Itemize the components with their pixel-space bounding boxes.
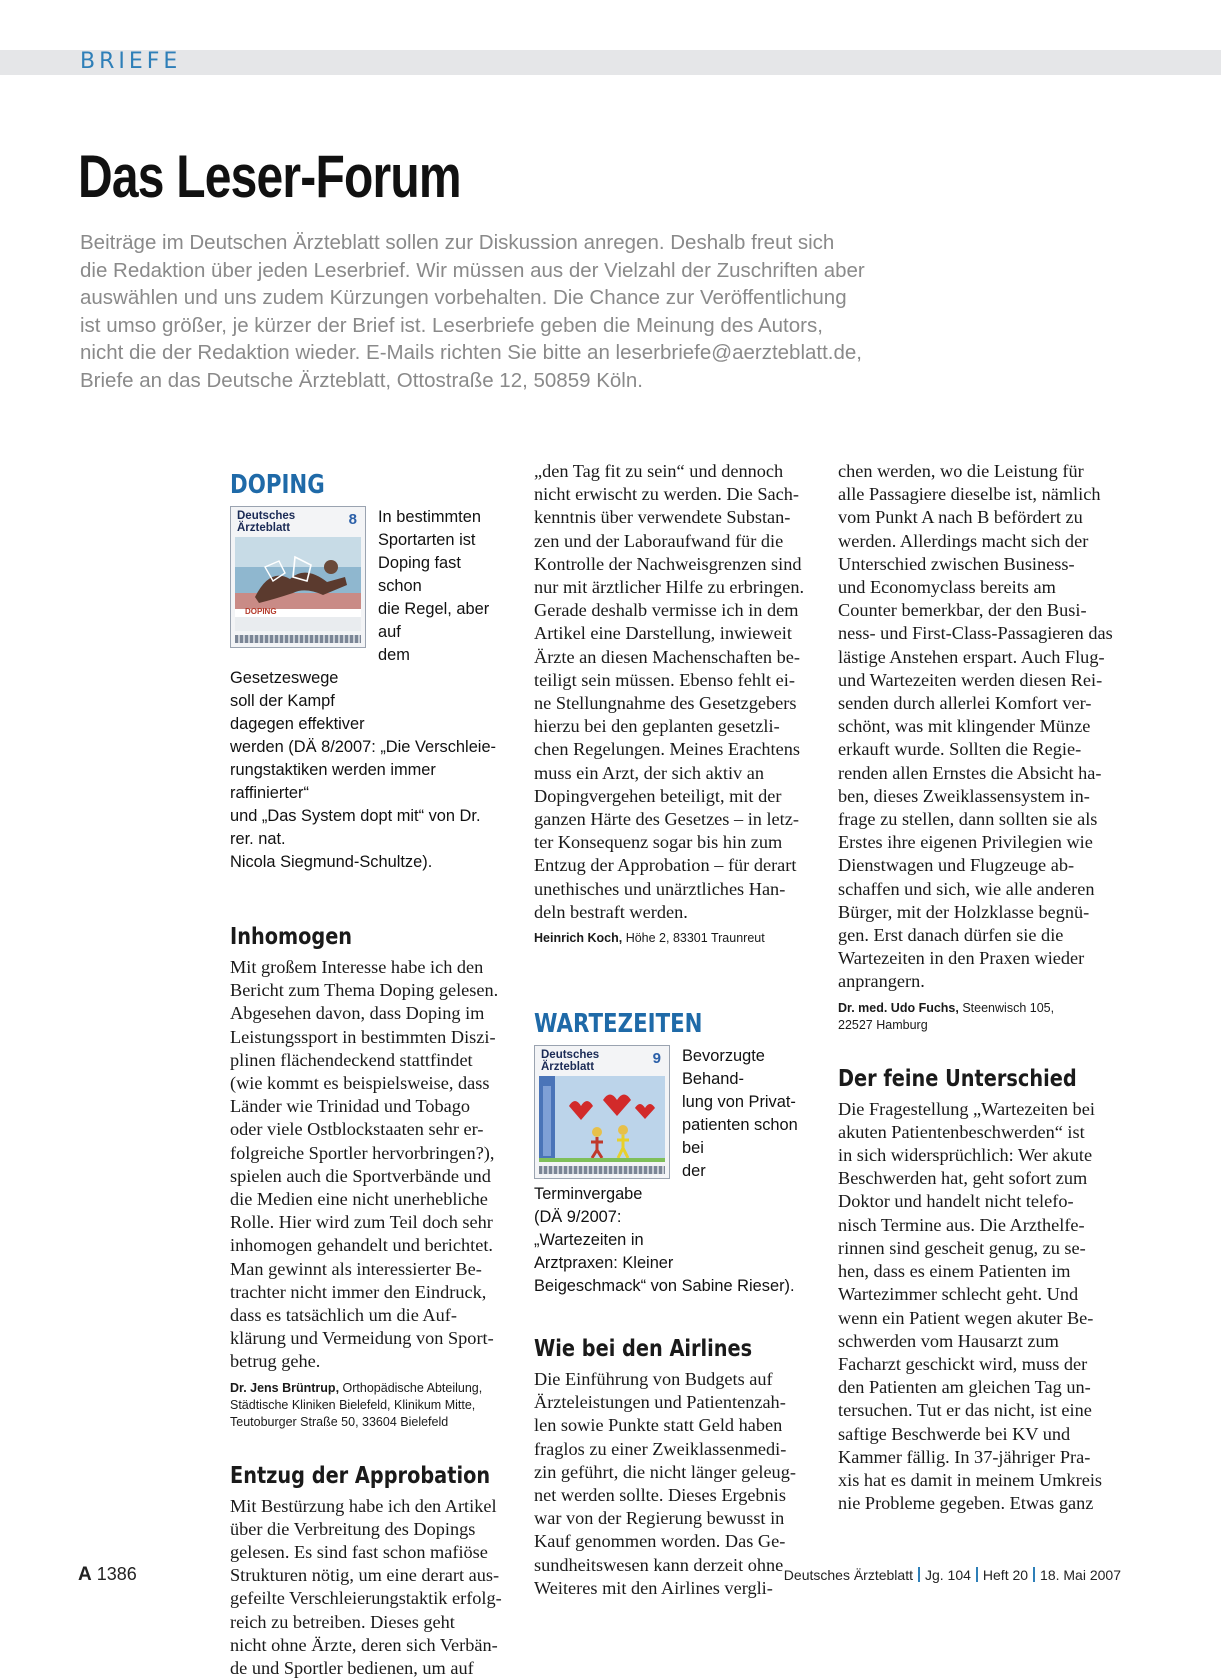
cover-issue-number: 9: [652, 1050, 661, 1068]
cover-issue-number: 8: [348, 511, 357, 528]
footer-journal: Deutsches Ärzteblatt: [783, 1567, 913, 1583]
section-label: BRIEFE: [80, 49, 182, 74]
footer-separator: [1033, 1567, 1035, 1582]
footer-separator: [918, 1567, 920, 1582]
letter-body-airlines-part2: chen werden, wo die Leistung für alle Passagiere dieselbe ist, nämlich vom Punkt A nach B befördert zu werden. Allerdings macht sich der Unterschied zwischen Business- und Economyclass bereits am Counter bemerkbar, der den Busi- ness- und First-Class-Passagieren das lästige Anstehen erspart. Auch Flug- und Wartezeiten werden diesen Rei- senden durch allerlei Komfort ver- schönt, was mit klingender Münze erkauft wurde. Sollten die Regie- renden allen Ernstes die Absicht ha- ben, dieses Zweiklassensystem in- frage zu stellen, dann sollten sie als Erstes ihre eigenen Privilegien wie Dienstwagen und Flugzeuge ab- schaffen und sich, wie alle anderen Bürger, mit der Holzklasse begnü- gen. Erst danach dürfen sie die Wartezeiten in den Praxen wieder anprangern.: [838, 461, 1113, 992]
letter-title-entzug: Entzug der Approbation: [230, 1462, 491, 1489]
author-name: Dr. med. Udo Fuchs,: [838, 1000, 959, 1015]
letter-title-airlines: Wie bei den Airlines: [534, 1336, 753, 1363]
author-name: Heinrich Koch,: [534, 931, 623, 946]
cover-brand: Deutsches Ärzteblatt: [541, 1049, 600, 1074]
author-address: Höhe 2, 83301 Traunreut: [625, 931, 765, 946]
letter-signature-koch: [534, 930, 809, 947]
header-bar: [0, 50, 1221, 75]
column-3: [838, 461, 1113, 1550]
cover-band-label: DOPING: [245, 607, 277, 616]
magazine-cover-9: [534, 1045, 670, 1179]
footer-issue: Heft 20: [982, 1567, 1029, 1583]
cover-footer-text: [235, 635, 361, 643]
cover-footer-text: [539, 1166, 665, 1174]
letter-body-entzug-part1: Mit Bestürzung habe ich den Artikel über die Verbreitung des Dopings gelesen. Es sind fast schon mafiöse Strukturen nötig, um eine derart aus- gefeilte Verschleierungstaktik erfolg- reich zu betreiben. Dieses geht nicht ohne Ärzte, deren sich Verbän- de und Sportler bedienen, um auf: [230, 1495, 502, 1679]
cover-brand: Deutsches Ärzteblatt: [237, 510, 296, 534]
wartezeiten-teaser: Bevorzugte Behand- lung von Privat- patienten schon bei der Terminvergabe (DÄ 9/2007: „Wartezeiten in Arztpraxen: Kleiner Beigeschmack“ von Sabine Rieser).: [534, 1047, 798, 1296]
topic-doping: DOPING: [230, 470, 325, 500]
topic-wartezeiten: WARTEZEITEN: [534, 1009, 703, 1040]
letter-body-airlines-part1: Die Einführung von Budgets auf Ärzteleistungen und Patientenzah- len sowie Punkte statt Geld haben fraglos zu einer Zweiklassenmedi- zin geführt, die nicht länger geleug- net werden sollte. Dieses Ergebnis war von der Regierung bewusst in Kauf genommen worden. Das Ge- sundheitswesen kann derzeit ohne Weiteres mit den Airlines vergli-: [534, 1369, 796, 1598]
page-number: [78, 1564, 137, 1586]
journal-footer: [784, 1567, 1121, 1583]
page-prefix: A: [78, 1564, 92, 1585]
author-name: Dr. Jens Brüntrup,: [230, 1380, 340, 1395]
letter-title-feine-unterschied: Der feine Unterschied: [838, 1065, 1077, 1092]
author-address: Steenwisch 105, 22527 Hamburg: [838, 1000, 1055, 1032]
letter-signature-fuchs: [838, 1000, 1113, 1034]
letter-body-inhomogen: Mit großem Interesse habe ich den Bericht zum Thema Doping gelesen. Abgesehen davon, dass Doping im Leistungssport in bestimmten Diszi- plinen flächendeckend stattfindet (wie kommt es beispielsweise, dass Länder wie Trinidad und Tobago oder viele Ostblockstaaten sehr er- folgreiche Sportler hervorbringen?), spielen auch die Sportverbände und die Medien eine nicht unerhebliche Rolle. Hier wird zum Teil doch sehr inhomogen gehandelt und berichtet. Man gewinnt als interessierter Be- trachter nicht immer den Eindruck, dass es tatsächlich um die Auf- klärung und Vermeidung von Sport- betrug gehe.: [230, 957, 499, 1372]
doping-teaser: In bestimmten Sportarten ist Doping fast schon die Regel, aber auf dem Gesetzeswege soll der Kampf dagegen effektiver werden (DÄ 8/2007: „Die Verschleie- rungstaktiken werden immer raffinierter“ und „Das System dopt mit“ von Dr. rer. nat. Nicola Siegmund-Schultze).: [230, 508, 497, 871]
page-title: Das Leser-Forum: [78, 143, 461, 210]
column-1: [230, 470, 505, 1679]
sprinter-cover-image: [235, 537, 361, 631]
childrens-drawing-cover-image: [539, 1076, 665, 1162]
magazine-cover-8: [230, 506, 366, 648]
letter-title-inhomogen: Inhomogen: [230, 924, 353, 950]
intro-text: Beiträge im Deutschen Ärzteblatt sollen zur Diskussion anregen. Deshalb freut sich die Redaktion über jeden Leserbrief. Wir müssen aus der Vielzahl der Zuschriften aber auswählen und uns zudem Kürzungen vorbehalten. Die Chance zur Veröffentlichung ist umso größer, je kürzer der Brief ist. Leserbriefe geben die Meinung des Autors, nicht die der Redaktion wieder. E-Mails richten Sie bitte an leserbriefe@aerzteblatt.de, Briefe an das Deutsche Ärzteblatt, Ottostraße 12, 50859 Köln.: [80, 231, 865, 392]
footer-date: 18. Mai 2007: [1040, 1567, 1121, 1583]
footer-volume: Jg. 104: [924, 1567, 971, 1583]
page-number-value: 1386: [96, 1564, 137, 1584]
letter-body-entzug-part2: „den Tag fit zu sein“ und dennoch nicht erwischt zu werden. Die Sach- kenntnis über verwendete Substan- zen und der Laboraufwand für die Kontrolle der Nachweisgrenzen sind nur mit ärztlicher Hilfe zu erbringen. Gerade deshalb vermisse ich in dem Artikel eine Darstellung, inwieweit Ärzte an diesen Machenschaften be- teiligt sein müssen. Ebenso fehlt ei- ne Stellungnahme des Gesetzgebers hierzu bei den geplanten gesetzli- chen Regelungen. Meines Erachtens muss ein Arzt, der sich aktiv an Dopingvergehen beteiligt, mit der ganzen Härte des Gesetzes – in letz- ter Konsequenz sogar bis hin zum Entzug der Approbation – für derart unethisches und unärztliches Han- deln bestraft werden.: [534, 461, 805, 922]
letter-signature-bruentrup: [230, 1380, 505, 1431]
column-2: [534, 461, 809, 1598]
author-address: Orthopädische Abteilung, Städtische Kliniken Bielefeld, Klinikum Mitte, Teutoburger Straße 50, 33604 Bielefeld: [230, 1380, 483, 1429]
letter-body-feine-unterschied: Die Fragestellung „Wartezeiten bei akuten Patientenbeschwerden“ ist in sich widersprüchlich: Wer akute Beschwerden hat, geht sofort zum Doktor und handelt nicht telefo- nisch Termine aus. Die Arzthelfe- rinnen sind gescheit genug, zu se- hen, dass es einem Patienten im Wartezimmer schlecht geht. Und wenn ein Patient wegen akuter Be- schwerden vom Hausarzt zum Facharzt geschickt wird, muss der den Patienten am gleichen Tag un- tersuchen. Tut er das nicht, ist eine saftige Beschwerde bei KV und Kammer fällig. In 37-jähriger Pra- xis hat es damit in meinem Umkreis nie Probleme gegeben. Etwas ganz: [838, 1098, 1103, 1514]
footer-separator: [976, 1567, 978, 1582]
